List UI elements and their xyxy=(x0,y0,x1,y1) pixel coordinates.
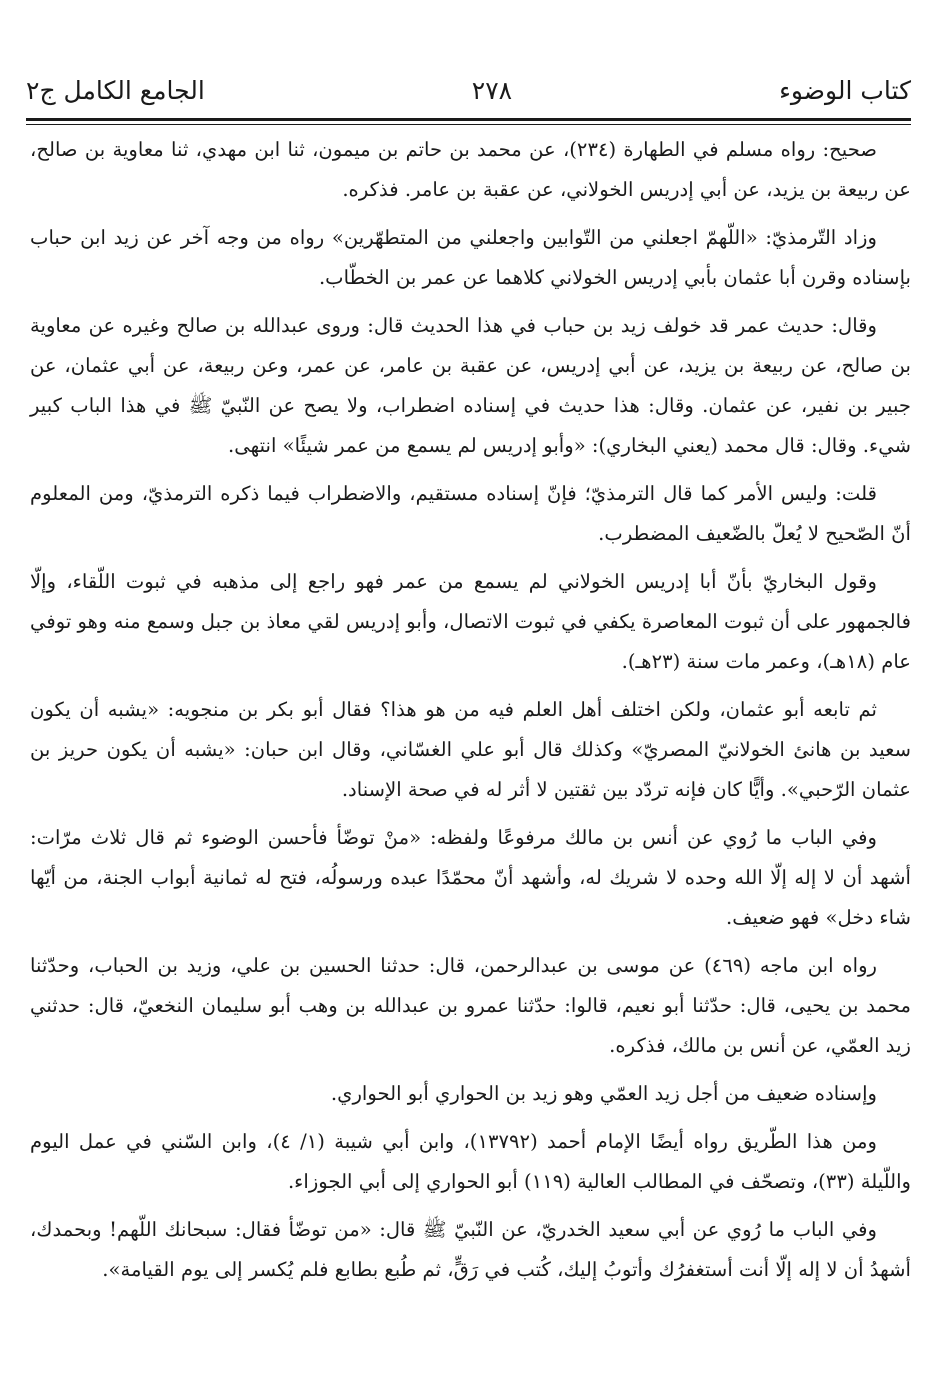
paragraph: وفي الباب ما رُوي عن أبي سعيد الخدريّ، عن النّبيّ ﷺ قال: «من توضّأ فقال: سبحانك اللّهم! وبحمدك، أشهدُ أن لا إله إلّا أنت أستغفرُك وأتوبُ إليك، كُتب في رَقٍّ، ثم طُبع بطابع فلم يُكسر إلى يوم القيامة». xyxy=(30,1218,911,1281)
chapter-title: كتاب الوضوء xyxy=(779,75,911,105)
header-rule-thin xyxy=(26,124,911,125)
paragraph: وقول البخاريّ بأنّ أبا إدريس الخولاني لم يسمع من عمر فهو راجع إلى مذهبه في ثبوت اللّقاء، وإلّا فالجمهور على أن ثبوت المعاصرة يكفي في ثبوت الاتصال، وأبو إدريس لقي معاذ بن جبل وسمع منه وهو توفي عام (١٨هـ)، وعمر مات سنة (٢٣هـ). xyxy=(30,570,911,673)
header-rule-thick xyxy=(26,118,911,121)
body-text xyxy=(30,130,911,1298)
paragraph: وفي الباب ما رُوي عن أنس بن مالك مرفوعًا ولفظه: «منْ توضّأ فأحسن الوضوء ثم قال ثلاث مرّات: أشهد أن لا إله إلّا الله وحده لا شريك له، وأشهد أنّ محمّدًا عبده ورسولُه، فتح له ثمانية أبواب الجنة، من أيّها شاء دخل» فهو ضعيف. xyxy=(30,826,911,929)
book-title: الجامع الكامل ج٢ xyxy=(26,75,205,105)
running-header xyxy=(26,68,911,112)
page-number: ٢٧٨ xyxy=(471,75,513,105)
paragraph: وقال: حديث عمر قد خولف زيد بن حباب في هذا الحديث قال: وروى عبدالله بن صالح وغيره عن معاوية بن صالح، عن ربيعة بن يزيد، عن أبي إدريس، عن عقبة بن عامر، عن عمر، وعن ربيعة، عن أبي عثمان، عن جبير بن نفير، عن عثمان. وقال: هذا حديث في إسناده اضطراب، ولا يصح عن النّبيّ ﷺ في هذا الباب كبير شيء. وقال: قال محمد (يعني البخاري): «وأبو إدريس لم يسمع من عمر شيئًا» انتهى. xyxy=(30,314,911,457)
paragraph: وإسناده ضعيف من أجل زيد العمّي وهو زيد بن الحواري أبو الحواري. xyxy=(330,1082,877,1105)
paragraph: رواه ابن ماجه (٤٦٩) عن موسى بن عبدالرحمن، قال: حدثنا الحسين بن علي، وزيد بن الحباب، وحدّثنا محمد بن يحيى، قال: حدّثنا أبو نعيم، قالوا: حدّثنا عمرو بن عبدالله بن وهب أبو سليمان النخعيّ، قال: حدثني زيد العمّي، عن أنس بن مالك، فذكره. xyxy=(30,954,911,1057)
paragraph: ثم تابعه أبو عثمان، ولكن اختلف أهل العلم فيه من هو هذا؟ فقال أبو بكر بن منجويه: «يشبه أن يكون سعيد بن هانئ الخولانيّ المصريّ» وكذلك قال أبو علي الغسّاني، وقال ابن حبان: «يشبه أن يكون حريز بن عثمان الرّحبي». وأيًّا كان فإنه تردّد بين ثقتين لا أثر له في صحة الإسناد. xyxy=(30,698,911,801)
paragraph: صحيح: رواه مسلم في الطهارة (٢٣٤)، عن محمد بن حاتم بن ميمون، ثنا ابن مهدي، ثنا معاوية بن صالح، عن ربيعة بن يزيد، عن أبي إدريس الخولاني، عن عقبة بن عامر. فذكره. xyxy=(30,138,911,201)
paragraph: ومن هذا الطّريق رواه أيضًا الإمام أحمد (١٣٧٩٢)، وابن أبي شيبة (١/ ٤)، وابن السّني في عمل اليوم واللّيلة (٣٣)، وتصحّف في المطالب العالية (١١٩) أبو الحواري إلى أبي الجوزاء. xyxy=(30,1130,911,1193)
paragraph: وزاد التّرمذيّ: «اللّهمّ اجعلني من التّوابين واجعلني من المتطهّرين» رواه من وجه آخر عن زيد ابن حباب بإسناده وقرن أبا عثمان بأبي إدريس الخولاني كلاهما عن عمر بن الخطّاب. xyxy=(30,226,911,289)
paragraph: قلت: وليس الأمر كما قال الترمذيّ؛ فإنّ إسناده مستقيم، والاضطراب فيما ذكره الترمذيّ، ومن المعلوم أنّ الصّحيح لا يُعلّ بالضّعيف المضطرب. xyxy=(30,482,911,545)
